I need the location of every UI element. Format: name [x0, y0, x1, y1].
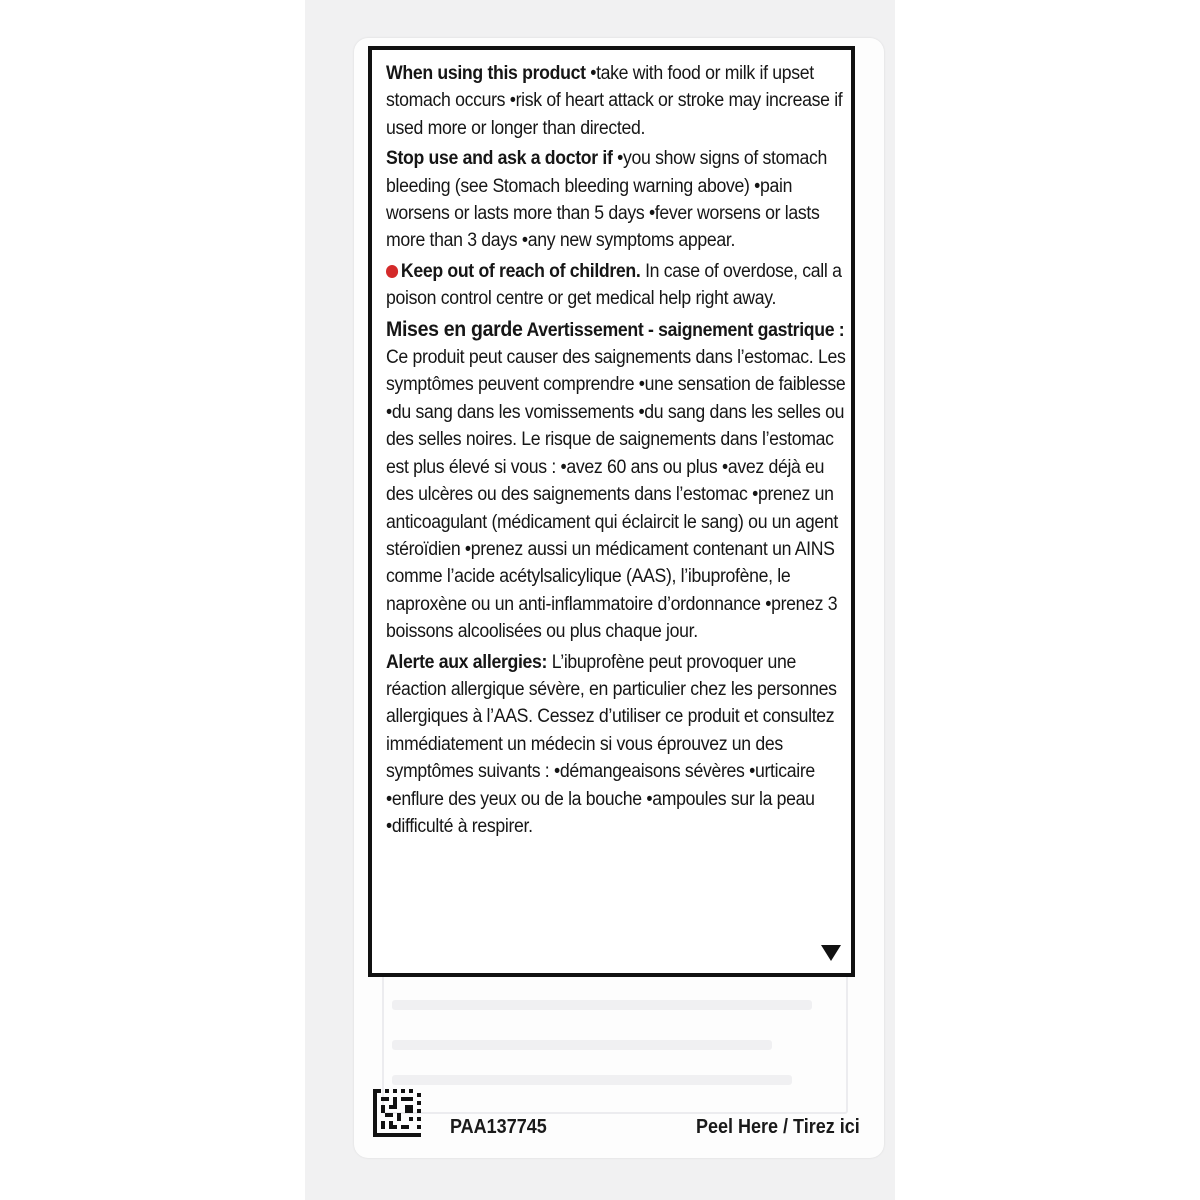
when-using-text: •take with food or milk if upset stomach occurs •risk of heart attack or stroke may increase if used more or longer than directed. [386, 63, 843, 139]
when-using-heading: When using this product [386, 63, 586, 84]
warnings-panel [368, 46, 855, 977]
show-through-line [392, 1040, 772, 1050]
stop-use-section [386, 145, 848, 255]
keep-out-section [386, 258, 848, 313]
product-code: PAA137745 [450, 1116, 547, 1138]
fr-bleeding-text: Ce produit peut causer des saignements dans l’estomac. Les symptômes peuvent comprendre •une sensation de faiblesse •du sang dans les vomissements •du sang dans les selles ou des selles noires. Le risque de saignements dans l’estomac est plus élevé si vous : •avez 60 ans ou plus •avez déjà eu des ulcères ou des saignements dans l’estomac •prenez un anticoagulant (médicament qui éclaircit le sang) ou un agent stéroïdien •prenez aussi un médicament contenant un AINS comme l’acide acétylsalicylique (AAS), l’ibuprofène, le naproxène ou un anti-inflammatoire d’ordonnance •prenez 3 boissons alcoolisées ou plus chaque jour. [386, 347, 846, 643]
show-through-line [392, 1000, 812, 1010]
fr-allergy-text: L’ibuprofène peut provoquer une réaction allergique sévère, en particulier chez les personnes allergiques à l’AAS. Cessez d’utiliser ce produit et consultez immédiatement un médecin si vous éprouvez un des symptômes suivants : •démangeaisons sévères •urticaire •enflure des yeux ou de la bouche •ampoules sur la peau •difficulté à respirer. [386, 651, 837, 837]
fr-allergy-heading: Alerte aux allergies: [386, 651, 548, 673]
stop-use-heading: Stop use and ask a doctor if [386, 148, 613, 170]
fr-bleeding-section [386, 316, 848, 646]
fr-bleeding-heading: Avertissement - saignement gastrique : [522, 319, 845, 341]
when-using-section [386, 60, 848, 142]
stop-use-text: •you show signs of stomach bleeding (see Stomach bleeding warning above) •pain worsens or lasts more than 5 days •fever worsens or lasts more than 3 days •any new symptoms appear. [386, 148, 827, 252]
fr-warnings-title: Mises en garde [386, 317, 523, 341]
down-triangle-icon [821, 945, 841, 961]
background-right [895, 0, 1200, 1200]
fr-allergy-section [386, 649, 848, 841]
warnings-text [386, 60, 848, 843]
peel-here-label[interactable]: Peel Here / Tirez ici [696, 1116, 860, 1138]
data-matrix-icon [373, 1089, 421, 1137]
keep-out-text: In case of overdose, call a poison control centre or get medical help right away. [386, 260, 842, 310]
show-through-line [392, 1075, 792, 1085]
background-left [0, 0, 305, 1200]
red-circle-icon [386, 265, 398, 278]
keep-out-heading: Keep out of reach of children. [400, 260, 641, 282]
